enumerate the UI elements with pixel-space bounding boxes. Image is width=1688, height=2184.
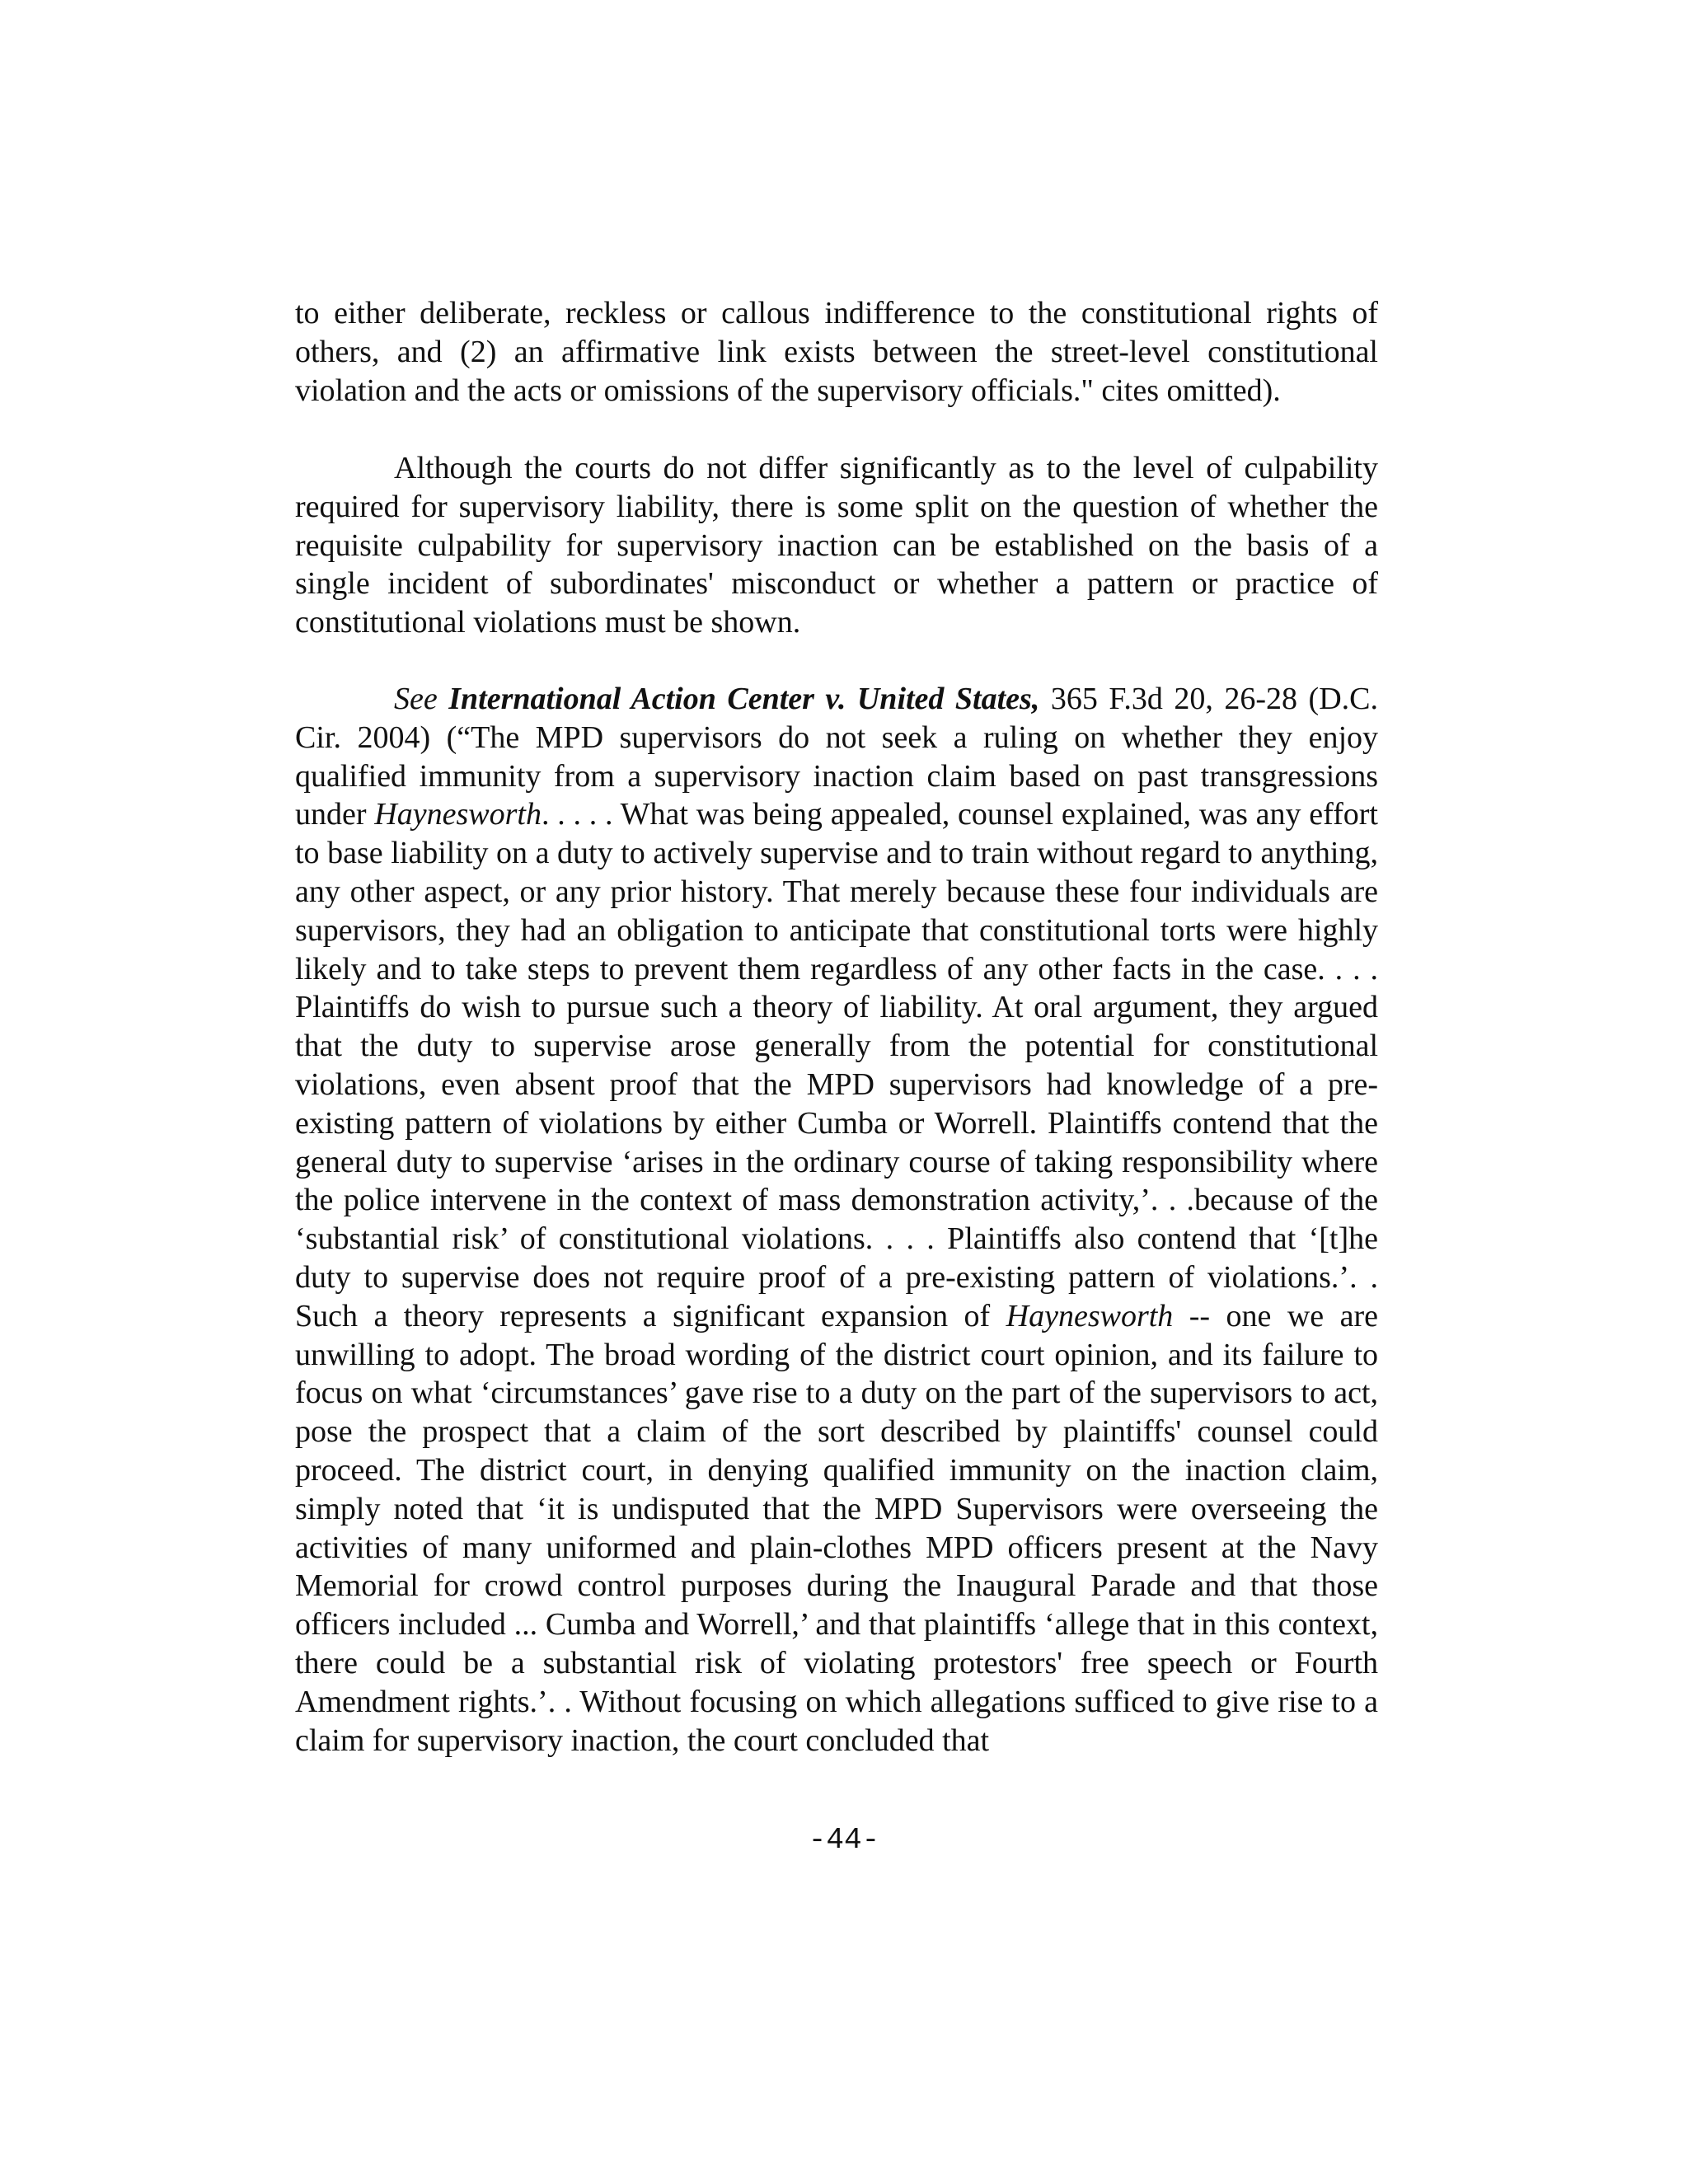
paragraph-text: to either deliberate, reckless or callous indifference to the constitutional rights of others, and (2) an affirmative link exists between the street-level constitutional violation and the acts or omissions of the supervisory officials." cites omitted). bbox=[295, 296, 1378, 408]
citation-text: . . . . . What was being appealed, counsel explained, was any effort to base liability on a duty to actively supervise and to train without regard to anything, any other aspect, or any prior history. That merely because these four individuals are supervisors, they had an obligation to anticipate that constitutional torts were highly likely and to take steps to prevent them regardless of any other facts in the case. . . . Plaintiffs do wish to pursue such a theory of liability. At oral argument, they argued that the duty to supervise arose generally from the potential for constitutional violations, even absent proof that the MPD supervisors had knowledge of a pre-existing pattern of violations by either Cumba or Worrell. Plaintiffs contend that the general duty to supervise ‘arises in the ordinary course of taking responsibility where the police intervene in the context of mass demonstration activity,’. . .because of the ‘substantial risk’ of constitutional violations. . . . Plaintiffs also contend that ‘[t]he duty to supervise does not require proof of a pre-existing pattern of violations.’. . Such a theory represents a significant expansion of bbox=[295, 797, 1378, 1333]
paragraph-citation bbox=[295, 680, 1378, 1760]
paragraph-text: Although the courts do not differ significantly as to the level of culpability required for supervisory liability, there is some split on the question of whether the requisite culpability for supervisory inaction can be established on the basis of a single incident of subordinates' misconduct or whether a pattern or practice of constitutional violations must be shown. bbox=[295, 451, 1378, 640]
paragraph-continuation bbox=[295, 294, 1378, 410]
case-reference: Haynesworth bbox=[1006, 1298, 1174, 1333]
citation-signal: See bbox=[394, 682, 438, 716]
citation-paragraph bbox=[295, 680, 1378, 1760]
citation-text: 365 F.3d 20, 26-28 (D.C. Cir. 2004) (“The MPD supervisors do not seek a ruling on whether they enjoy qualified immunity from a supervisory inaction claim based on past transgressions under bbox=[295, 682, 1379, 832]
page-number: -44- bbox=[808, 1823, 880, 1857]
case-name: International Action Center v. United States, bbox=[448, 682, 1040, 716]
paragraph-culpability bbox=[295, 449, 1378, 642]
case-reference: Haynesworth bbox=[374, 797, 542, 832]
citation-text: -- one we are unwilling to adopt. The broad wording of the district court opinion, and its failure to focus on what ‘circumstances’ gave rise to a duty on the part of the supervisors to act, pose the prospect that a claim of the sort described by plaintiffs' counsel could proceed. The district court, in denying qualified immunity on the inaction claim, simply noted that ‘it is undisputed that the MPD Supervisors were overseeing the activities of many uniformed and plain-clothes MPD officers present at the Navy Memorial for crowd control purposes during the Inaugural Parade and that those officers included ... Cumba and Worrell,’ and that plaintiffs ‘allege that in this context, there could be a substantial risk of violating protestors' free speech or Fourth Amendment rights.’. . Without focusing on which allegations sufficed to give rise to a claim for supervisory inaction, the court concluded that bbox=[295, 1298, 1378, 1758]
